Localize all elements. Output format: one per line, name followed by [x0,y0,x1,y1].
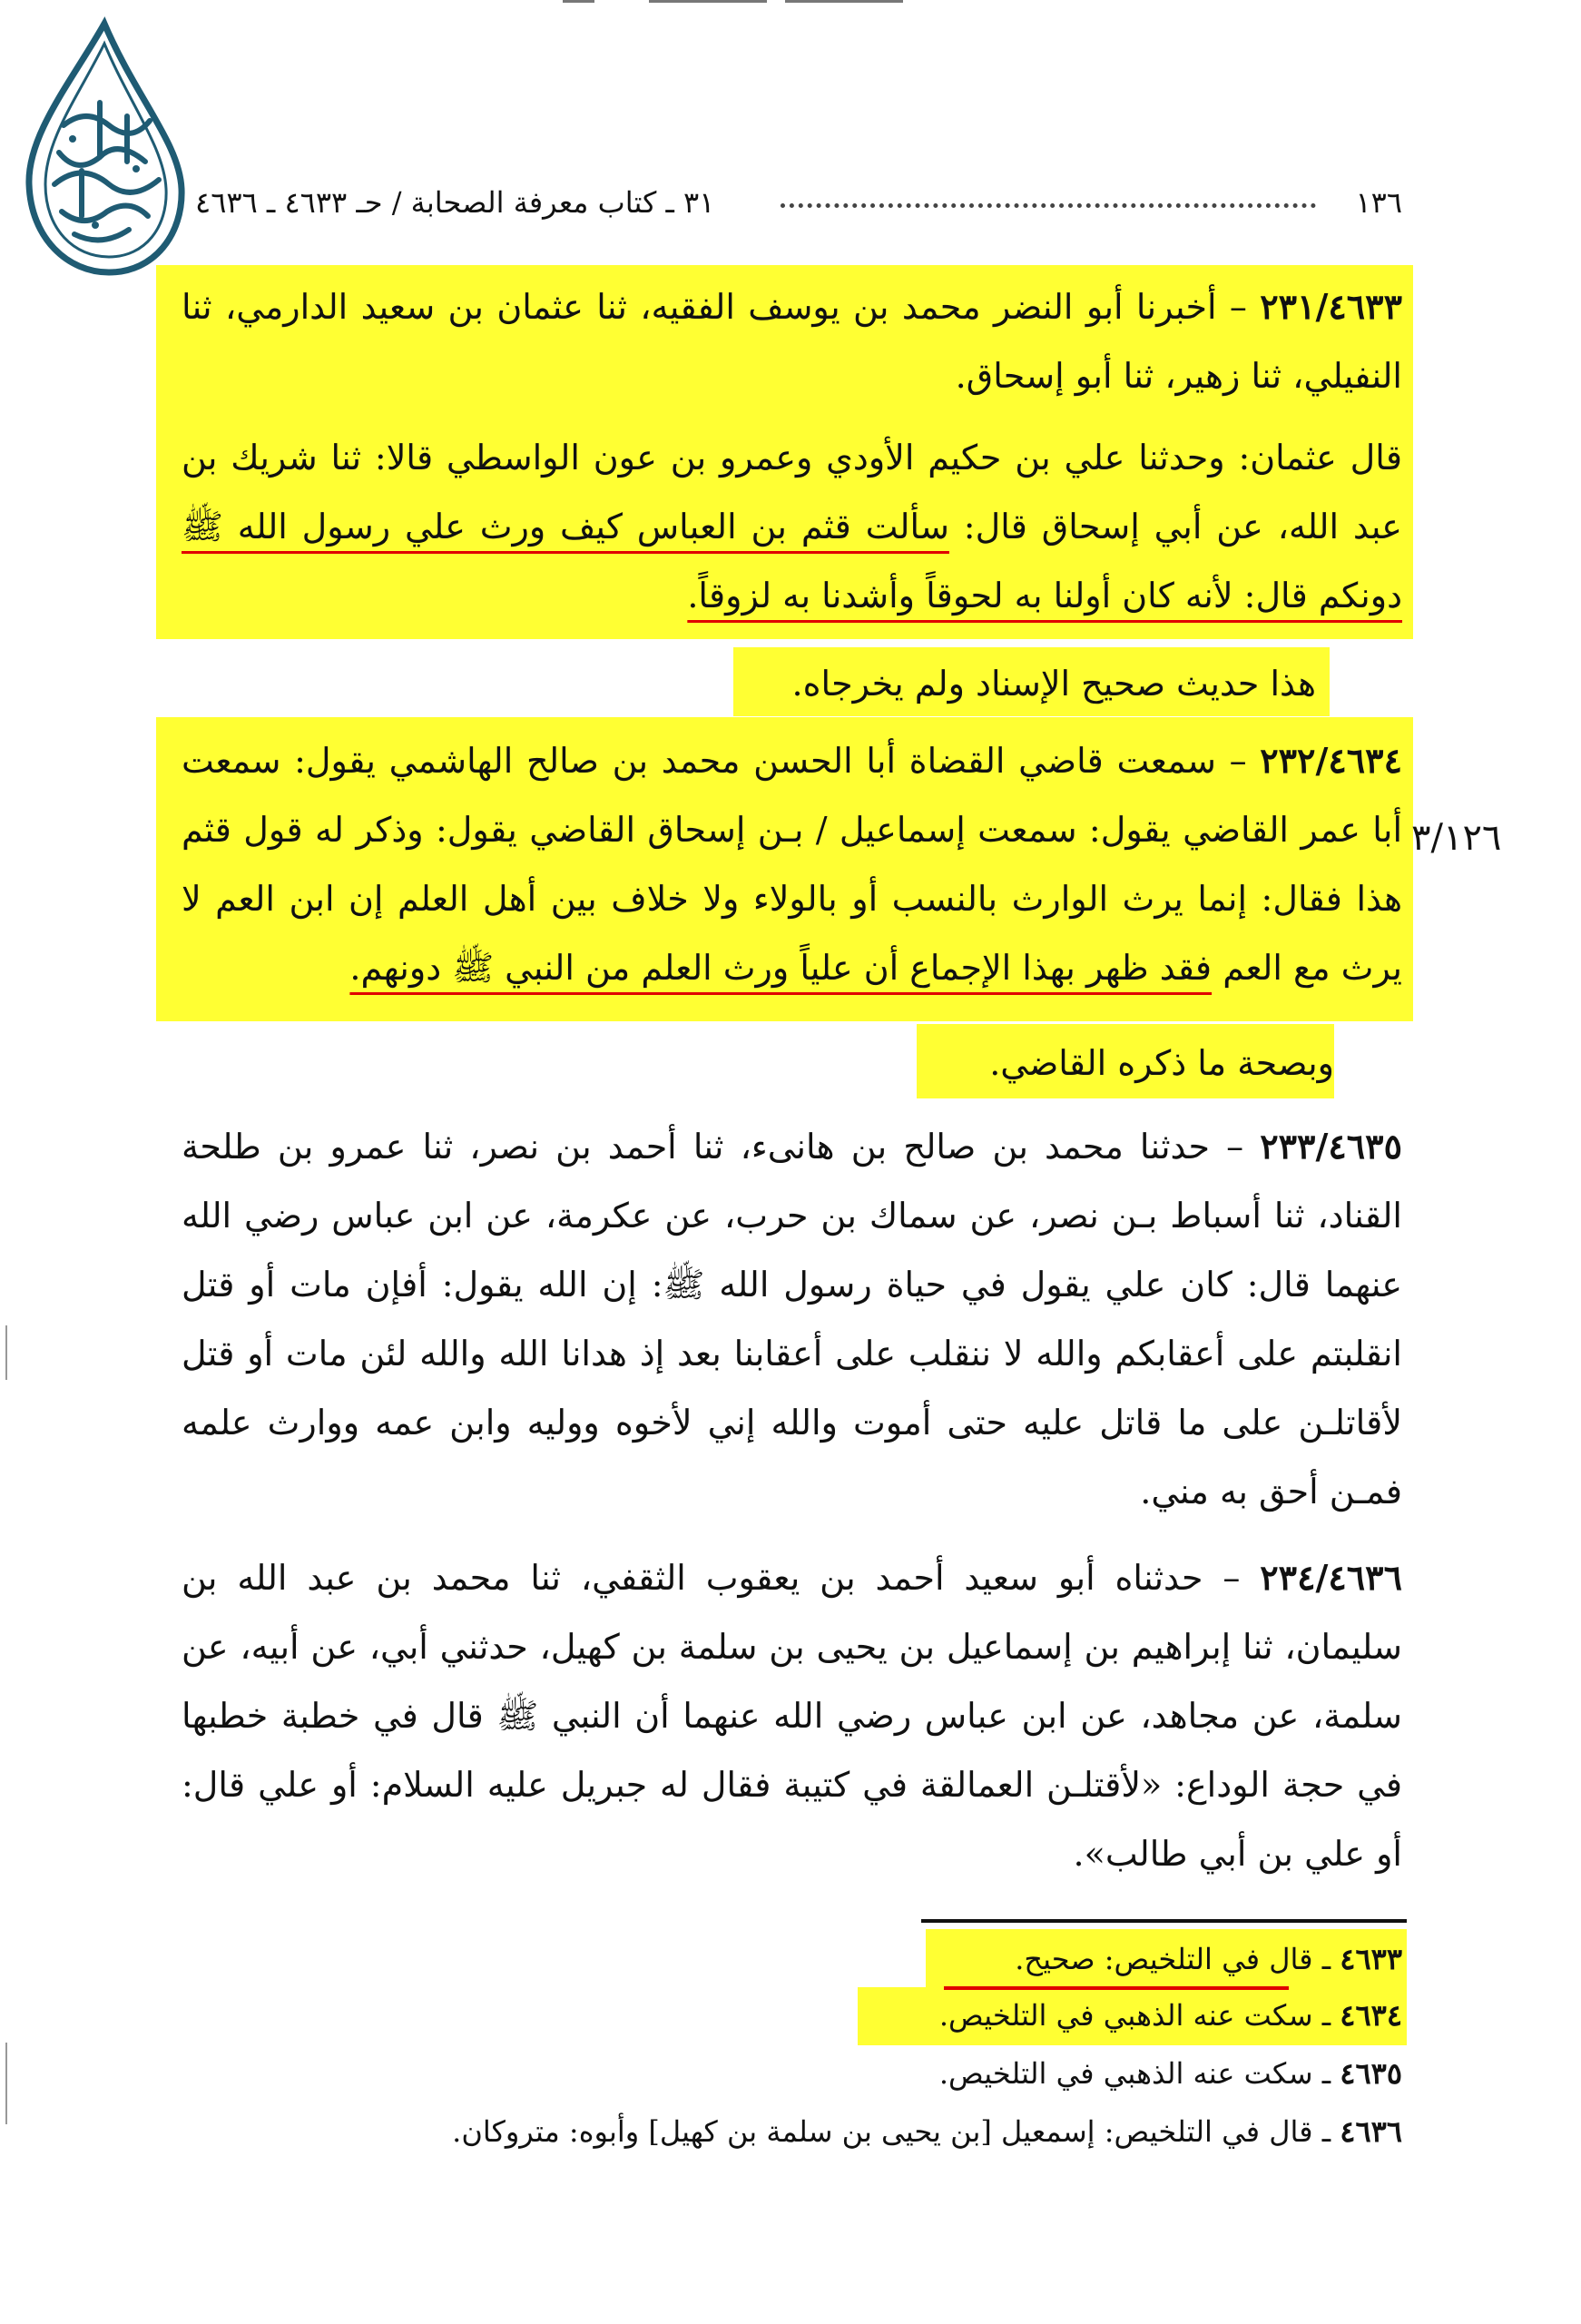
hadith-4635 [182,1112,1402,1526]
footnote-number: ٤٦٣٣ [1340,1942,1402,1976]
hadith-number: ٢٣٢/٤٦٣٤ [1260,740,1402,781]
footnote-text: ـ سكت عنه الذهبي في التلخيص. [938,1998,1331,2033]
verdict-text: هذا حديث صحيح الإسناد ولم يخرجاه. [791,664,1316,704]
hadith-4636 [182,1543,1402,1888]
hadith-4634 [182,726,1402,1002]
footnote-number: ٤٦٣٥ [1340,2056,1402,2091]
closing-text: وبصحة ما ذكره القاضي. [989,1043,1334,1083]
hadith-text: – حدثناه أبو سعيد أحمد بن يعقوب الثقفي، ثنا محمد بن عبد الله بن سليمان، ثنا إبراهيم بن إسماعيل بن يحيى بن سلمة بن كهيل، حدثني أبي، عن أبيه، عن سلمة، عن مجاهد، عن ابن عباس رضي الله عنهما أن النبي ﷺ قال في خطبة خطبها في حجة الوداع: «لأقتلـن العمالقة في كتيبة فقال له جبريل عليه السلام: أو علي قال: أو علي بن أبي طالب». [182,1558,1402,1874]
hadith-4633-verdict [182,649,1402,718]
underlined-text: سألت قثم بن العباس كيف ورث علي رسول الله ﷺ دونكم قال: لأنه كان أولنا به لحوقاً وأشدنا به لزوقاً. [182,507,1402,615]
footnote-4634 [182,1990,1402,2041]
footnote-number: ٤٦٣٦ [1340,2114,1402,2149]
footnote-text: ـ سكت عنه الذهبي في التلخيص. [938,2056,1331,2091]
header-title: ٣١ ـ كتاب معرفة الصحابة / حـ ٤٦٣٣ ـ ٤٦٣٦ [195,185,715,220]
footnote-4636 [182,2106,1402,2157]
footnote-text: ـ قال في التلخيص: إسمعيل [بن يحيى بن سلمة بن كهيل] وأبوه: متروكان. [452,2114,1331,2149]
footnote-text: ـ قال في التلخيص: صحيح. [1015,1942,1331,1976]
page-number: ١٣٦ [1355,185,1402,220]
scan-marks [563,0,908,5]
hadith-number: ٢٣١/٤٦٣٣ [1260,286,1402,327]
margin-reference: ٣/١٢٦ [1411,817,1502,859]
hadith-number: ٢٣٣/٤٦٣٥ [1260,1126,1402,1167]
hadith-text: – حدثنا محمد بن صالح بن هانىء، ثنا أحمد بن نصر، ثنا عمرو بن طلحة القناد، ثنا أسباط بـن نصر، عن سماك بن حرب، عن عكرمة، عن ابن عباس رضي الله عنهما قال: كان علي يقول في حياة رسول الله ﷺ: إن الله يقول: أفإن مات أو قتل انقلبتم على أعقابكم والله لا ننقلب على أعقابنا بعد إذ هدانا الله والله لئن مات أو قتل لأقاتلـن على ما قاتل عليه حتى أموت والله إني لأخوه ووليه وابن عمه ووارث علمه فمـن أحق به مني. [182,1127,1402,1512]
footnote-4635 [182,2048,1402,2099]
hadith-text: – سمعت قاضي القضاة أبا الحسن محمد بن صالح الهاشمي يقول: سمعت أبا عمر القاضي يقول: سمعت إسماعيل / بـن إسحاق القاضي يقول: وذكر له قول قثم هذا فقال: إنما يرث الوارث بالنسب أو بالولاء ولا خلاف بين أهل العلم إن ابن العم لا يرث مع العم [182,741,1402,988]
underlined-text: فقد ظهر بهذا الإجماع أن علياً ورث العلم من النبي ﷺ دونهم. [349,948,1213,988]
scan-tick [5,1325,7,1380]
footnote-4633 [182,1934,1402,1984]
footnote-number: ٤٦٣٤ [1340,1998,1402,2033]
hadith-text: – أخبرنا أبو النضر محمد بن يوسف الفقيه، ثنا عثمان بن سعيد الدارمي، ثنا النفيلي، ثنا زهير، ثنا أبو إسحاق. [182,287,1402,396]
hadith-text: قال عثمان: وحدثنا علي بن حكيم الأودي وعمرو بن عون الواسطي قالا: ثنا شريك بن عبد الله، عن أبي إسحاق قال: [182,438,1402,547]
hadith-4633-p2 [182,423,1402,630]
calligraphy-logo-icon [18,16,191,280]
scan-tick [5,2043,7,2124]
hadith-4633-p1 [182,272,1402,410]
header-dots [781,180,1316,208]
hadith-number: ٢٣٤/٤٦٣٦ [1260,1557,1402,1598]
page-header [195,180,1402,225]
hadith-4634-closing [182,1029,1402,1098]
footnote-separator [921,1919,1407,1923]
